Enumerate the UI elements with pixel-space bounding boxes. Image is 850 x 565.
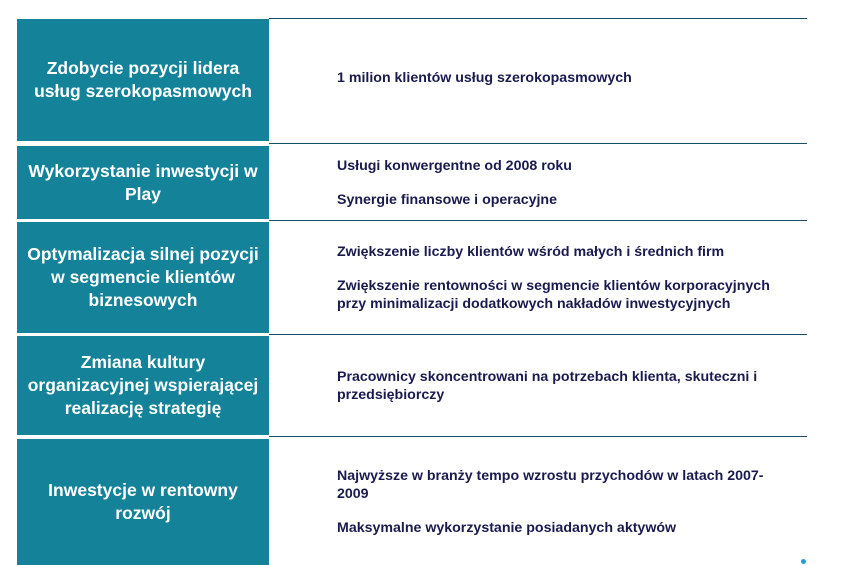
row-divider xyxy=(269,334,807,335)
row-detail-text: Usługi konwergentne od 2008 roku xyxy=(337,157,572,174)
row-divider xyxy=(269,436,807,437)
decorative-dot xyxy=(801,559,806,564)
row-detail-text: Najwyższe w branży tempo wzrostu przychodów w latach 2007- 2009 xyxy=(337,468,764,502)
row-detail-text: Zwiększenie rentowności w segmencie klientów korporacyjnych przy minimalizacji dodatkowych nakładów inwestycyjnych xyxy=(337,277,770,312)
row-details xyxy=(269,146,807,219)
row-heading xyxy=(17,19,269,141)
strategy-row-2 xyxy=(17,146,807,219)
row-heading-text: Zmiana kultury organizacyjnej wspierającej realizację strategię xyxy=(27,352,259,418)
row-divider xyxy=(269,220,807,221)
row-detail-text: Zwiększenie liczby klientów wśród małych i średnich firm xyxy=(337,243,725,260)
row-heading xyxy=(17,439,269,565)
row-heading-text: Optymalizacja silnej pozycji w segmencie klientów biznesowych xyxy=(27,244,259,310)
row-detail-text: Maksymalne wykorzystanie posiadanych aktywów xyxy=(337,520,677,536)
row-detail-text: 1 milion klientów usług szerokopasmowych xyxy=(337,70,632,86)
row-details xyxy=(269,336,807,435)
strategy-row-3 xyxy=(17,222,807,333)
row-heading-text: Zdobycie pozycji lidera usług szerokopasmowych xyxy=(34,58,252,101)
row-heading-text: Inwestycje w rentowny rozwój xyxy=(48,480,238,523)
row-heading-text: Wykorzystanie inwestycji w Play xyxy=(28,160,258,204)
row-details xyxy=(269,222,807,333)
row-heading xyxy=(17,336,269,435)
row-details xyxy=(269,439,807,565)
row-detail-text: Synergie finansowe i operacyjne xyxy=(337,191,557,208)
row-heading xyxy=(17,222,269,333)
strategy-row-5 xyxy=(17,439,807,565)
row-detail-text: Pracownicy skoncentrowani na potrzebach klienta, skuteczni i przedsiębiorczy xyxy=(337,368,758,403)
row-divider xyxy=(269,143,807,144)
strategy-row-1 xyxy=(17,19,807,141)
strategy-row-4 xyxy=(17,336,807,435)
row-details xyxy=(269,19,807,141)
row-heading xyxy=(17,146,269,219)
